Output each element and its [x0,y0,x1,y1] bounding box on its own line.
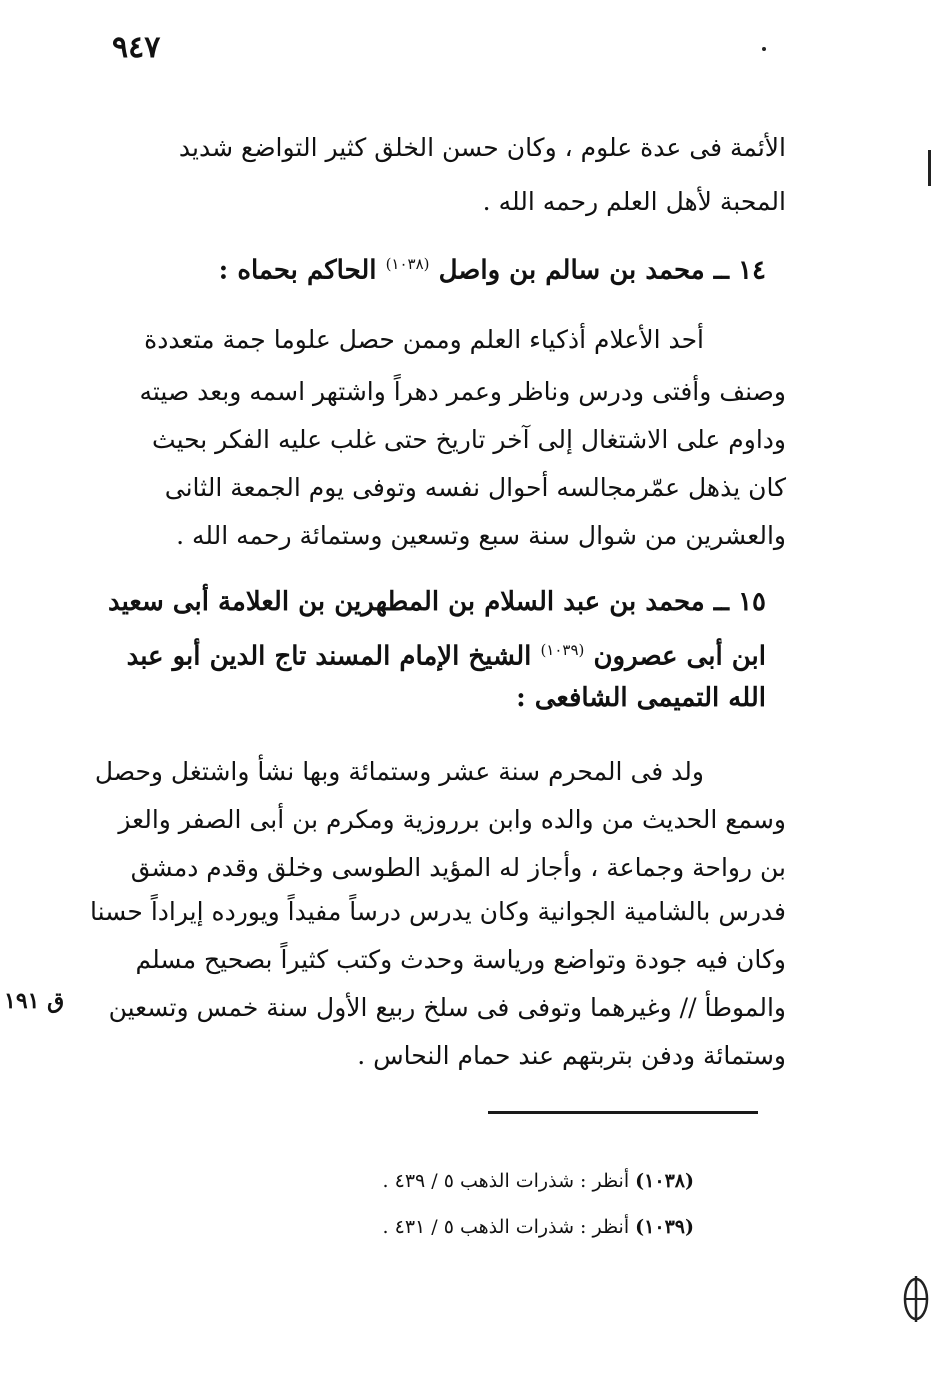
footnote [383,1212,694,1242]
entry-15-body-line: ولد فى المحرم سنة عشر وستمائة وبها نشأ واشتغل وحصل [94,757,704,786]
entry-14-body-line: أحد الأعلام أذكياء العلم وممن حصل علوما جمة متعددة [144,325,704,354]
entry-14-body-line: وصنف وأفتى ودرس وناظر وعمر دهراً واشتهر اسمه وبعد صيته [139,377,786,406]
entry-15-body-line: وستمائة ودفن بتربتهم عند حمام النحاس . [357,1041,786,1070]
entry-14-name: ١٤ ــ محمد بن سالم بن واصل [438,255,766,286]
entry-15-heading-line: ١٥ ــ محمد بن عبد السلام بن المطهرين بن العلامة أبى سعيد [107,587,766,617]
footnote-text: أنظر : شذرات الذهب ٥ / ٤٣١ . [382,1216,630,1238]
page-edge-mark [928,150,931,186]
footnote-text: أنظر : شذرات الذهب ٥ / ٤٣٩ . [382,1170,630,1192]
footnote [383,1166,694,1196]
entry-15-heading-line [127,630,766,677]
footnote-number: (١٠٣٩) [635,1216,694,1238]
entry-14-body-line: والعشرين من شوال سنة سبع وتسعين وستمائة رحمه الله . [176,521,786,550]
binding-hole-icon [902,1274,930,1324]
paragraph-line: الأئمة فى عدة علوم ، وكان حسن الخلق كثير التواضع شديد [178,133,786,162]
entry-15-name: ابن أبى عصرون [593,641,766,672]
entry-14-body-line: وداوم على الاشتغال إلى آخر تاريخ حتى غلب عليه الفكر بحيث [152,425,786,454]
entry-15-body-line: والموطأ // وغيرهما وتوفى فى سلخ ربيع الأول سنة خمس وتسعين [108,993,786,1022]
entry-14-body-line: كان يذهل عمّرمجالسه أحوال نفسه وتوفى يوم الجمعة الثانى [164,473,786,502]
entry-14-title: الحاكم بحماه : [218,255,377,286]
entry-15-body-line: فدرس بالشامية الجوانية وكان يدرس درساً مفيداً ويورده إيراداً حسنا [89,897,786,926]
entry-14-heading [219,244,766,291]
footnote-number: (١٠٣٨) [635,1170,694,1192]
footnote-divider [488,1111,758,1114]
footnote-reference: (١٠٣٨) [385,255,430,273]
entry-15-title: الشيخ الإمام المسند تاج الدين أبو عبد [126,641,532,672]
entry-15-heading-line: الله التميمى الشافعى : [516,683,766,713]
entry-15-body-line: بن رواحة وجماعة ، وأجاز له المؤيد الطوسى وخلق وقدم دمشق [130,853,786,882]
paragraph-line: المحبة لأهل العلم رحمه الله . [482,187,786,216]
entry-15-body-line: وكان فيه جودة وتواضع ورياسة وحدث وكتب كثيراً بصحيح مسلم [135,945,786,974]
page-number: ٩٤٧ [112,30,161,65]
entry-15-body-line: وسمع الحديث من والده وابن برروزية ومكرم بن أبى الصفر والعز [118,805,786,834]
ink-dot [762,47,766,51]
footnote-reference: (١٠٣٩) [540,641,585,659]
manuscript-folio-note: ق ١٩١ [4,988,65,1014]
